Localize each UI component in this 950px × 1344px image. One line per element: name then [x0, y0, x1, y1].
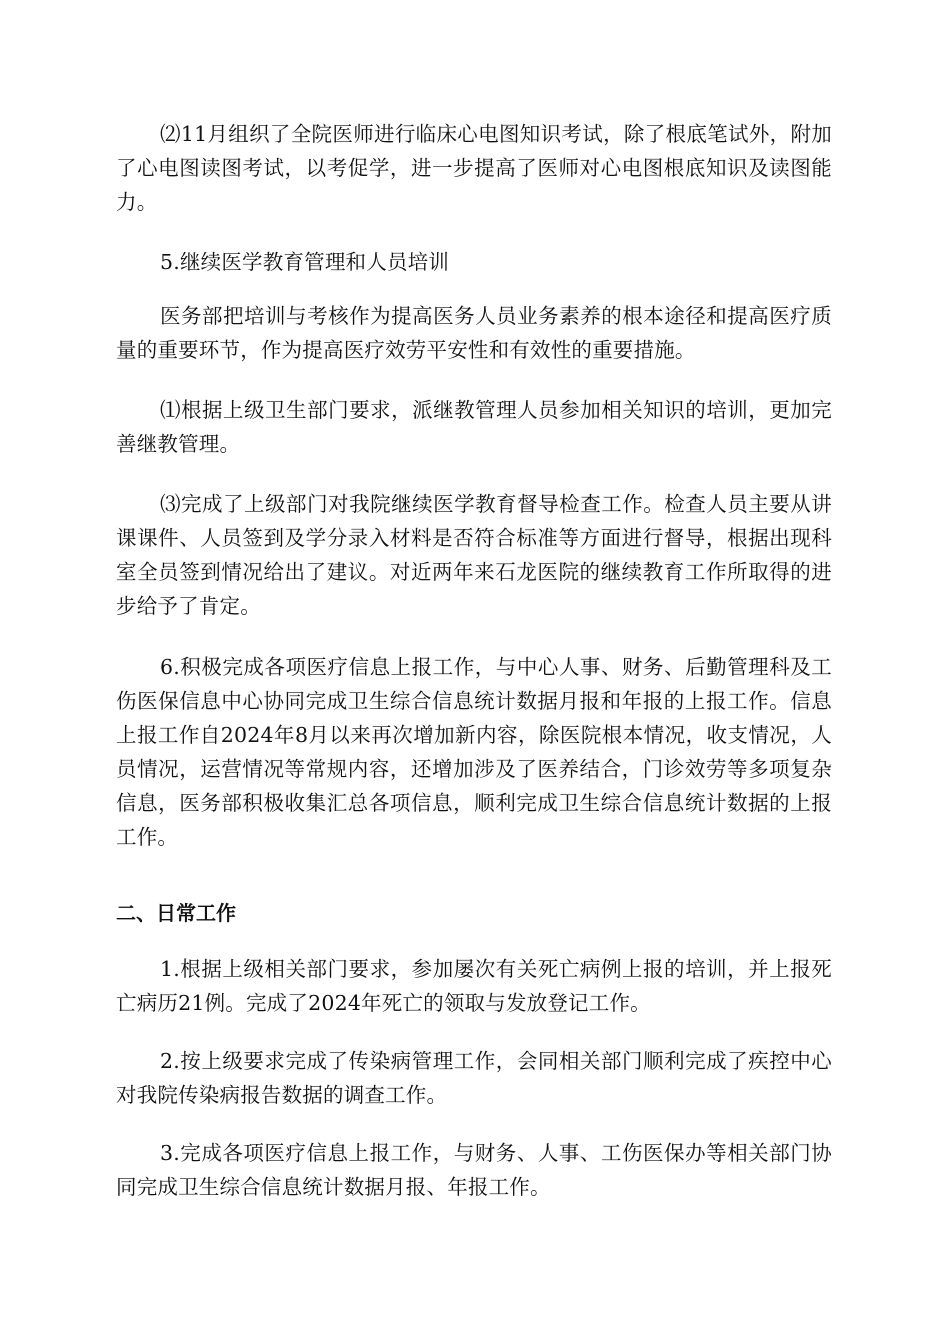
daily-item-3: 3.完成各项医疗信息上报工作，与财务、人事、工伤医保办等相关部门协同完成卫生综合信息统计数据月报、年报工作。 — [116, 1141, 832, 1199]
daily-item-1: 1.根据上级相关部门要求，参加屡次有关死亡病例上报的培训，并上报死亡病历21例。完成了2024年死亡的领取与发放登记工作。 — [116, 957, 832, 1015]
section-heading-daily-work: 二、日常工作 — [116, 901, 236, 925]
paragraph-ecg-exam: ⑵11月组织了全院医师进行临床心电图知识考试，除了根底笔试外，附加了心电图读图考试，以考促学，进一步提高了医师对心电图根底知识及读图能力。 — [116, 122, 832, 214]
paragraph-info-reporting: 6.积极完成各项医疗信息上报工作，与中心人事、财务、后勤管理科及工伤医保信息中心协同完成卫生综合信息统计数据月报和年报的上报工作。信息上报工作自2024年8月以来再次增加新内容，除医院根本情况，收支情况，人员情况，运营情况等常规内容，还增加涉及了医养结合，门诊效劳等多项复杂信息，医务部积极收集汇总各项信息，顺利完成卫生综合信息统计数据的上报工作。 — [116, 655, 832, 849]
paragraph-training-assessment: 医务部把培训与考核作为提高医务人员业务素养的根本途径和提高医疗质量的重要环节，作为提高医疗效劳平安性和有效性的重要措施。 — [116, 304, 832, 362]
paragraph-training-item-3: ⑶完成了上级部门对我院继续医学教育督导检查工作。检查人员主要从讲课课件、人员签到及学分录入材料是否符合标准等方面进行督导，根据出现科室全员签到情况给出了建议。对近两年来石龙医院的继续教育工作所取得的进步给予了肯定。 — [116, 492, 832, 618]
subheading-continuing-education: 5.继续医学教育管理和人员培训 — [160, 250, 450, 274]
daily-item-2: 2.按上级要求完成了传染病管理工作，会同相关部门顺利完成了疾控中心对我院传染病报告数据的调查工作。 — [116, 1049, 832, 1107]
paragraph-training-item-1: ⑴根据上级卫生部门要求，派继教管理人员参加相关知识的培训，更加完善继教管理。 — [116, 398, 832, 456]
